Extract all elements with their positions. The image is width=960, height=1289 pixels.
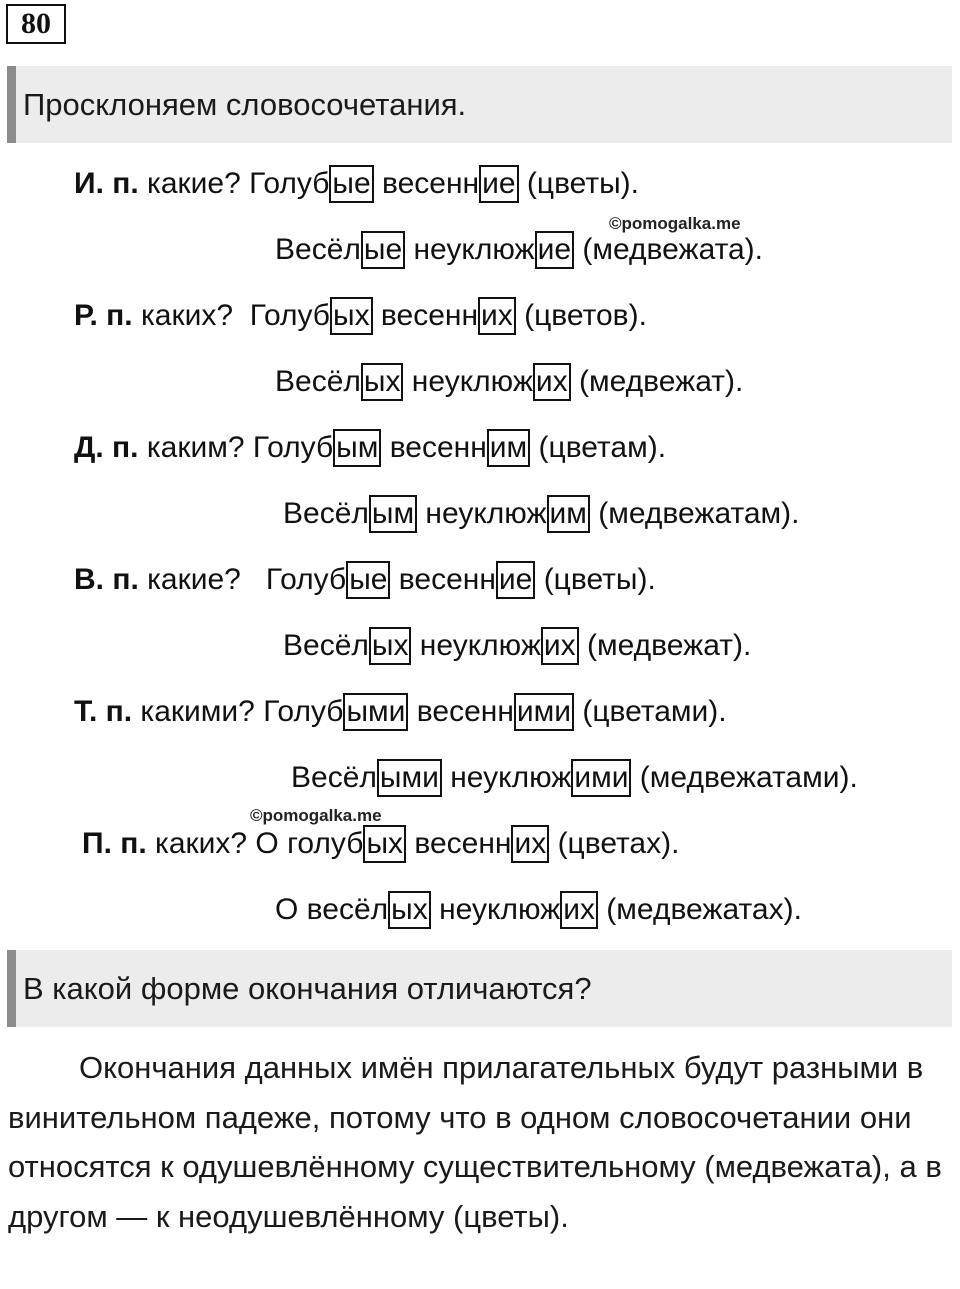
ending-box: ие <box>479 165 518 203</box>
word-stem: Весёл <box>291 761 377 794</box>
word-stem: Голуб <box>249 167 330 200</box>
noun: (медвежата). <box>582 233 764 266</box>
word-stem: Голуб <box>263 695 344 728</box>
ending-box: ые <box>346 561 390 599</box>
noun: (медвежат). <box>587 629 752 662</box>
ending-box: их <box>533 363 571 401</box>
ending-box: ых <box>361 363 404 401</box>
case-question: каким? <box>146 431 245 464</box>
word-stem: неуклюж <box>439 893 561 926</box>
ending-box: ых <box>369 627 412 665</box>
ending-box: ые <box>361 231 405 269</box>
case-question: какие? <box>147 563 241 596</box>
ending-box: ым <box>369 495 417 533</box>
case-row-dative-2 <box>283 494 800 534</box>
section-header-decline <box>7 66 952 143</box>
word-stem: весенн <box>380 299 479 332</box>
word-stem: Весёл <box>283 629 369 662</box>
noun: (медвежатами). <box>639 761 858 794</box>
word-stem: О голуб <box>255 827 364 860</box>
noun: (медвежатам). <box>598 497 800 530</box>
word-stem: весенн <box>414 827 512 860</box>
case-row-dative-1 <box>74 428 666 468</box>
case-label: Р. п. <box>74 299 133 332</box>
ending-box: ыми <box>343 693 408 731</box>
word-stem: О весёл <box>275 893 389 926</box>
case-row-accusative-2 <box>283 626 751 666</box>
case-label: Т. п. <box>74 695 133 728</box>
case-row-prepositional-1 <box>82 824 679 864</box>
ending-box: ие <box>496 561 535 599</box>
word-stem: весенн <box>398 563 496 596</box>
ending-box: им <box>487 429 530 467</box>
watermark: ©pomogalka.me <box>609 214 741 233</box>
case-row-prepositional-2 <box>275 890 802 930</box>
word-stem: неуклюж <box>425 497 547 530</box>
word-stem: весенн <box>389 431 487 464</box>
ending-box: их <box>541 627 579 665</box>
case-label: Д. п. <box>74 431 139 464</box>
word-stem: весенн <box>382 167 480 200</box>
case-question: каких? <box>140 299 234 332</box>
ending-box: их <box>511 825 549 863</box>
section-title: В какой форме окончания отличаются? <box>23 971 592 1006</box>
word-stem: Весёл <box>275 365 361 398</box>
case-question: каких? <box>155 827 248 860</box>
ending-box: ими <box>514 693 574 731</box>
case-row-instrumental-2 <box>291 758 858 798</box>
section-header-question <box>7 950 952 1027</box>
case-question: какие? <box>147 167 241 200</box>
case-row-nominative-1 <box>74 164 639 204</box>
word-stem: Голуб <box>252 431 334 464</box>
ending-box: ыми <box>377 759 442 797</box>
case-row-instrumental-1 <box>74 692 727 732</box>
watermark: ©pomogalka.me <box>250 806 382 825</box>
noun: (цветы). <box>526 167 639 200</box>
word-stem: неуклюж <box>419 629 541 662</box>
task-number: 80 <box>6 4 66 44</box>
ending-box: ими <box>571 759 631 797</box>
noun: (цветами). <box>582 695 727 728</box>
case-row-genitive-2 <box>275 362 743 402</box>
noun: (цветы). <box>543 563 656 596</box>
word-stem: весенн <box>416 695 514 728</box>
case-label: И. п. <box>74 167 139 200</box>
ending-box: их <box>560 891 598 929</box>
noun: (медвежатах). <box>606 893 802 926</box>
answer-paragraph: Окончания данных имён прилагательных будут разными в винительном падеже, потому что в одном словосочетании они относятся к одушевлённому существительному (медвежата), а в другом — к неодушевлённому (цветы). <box>8 1050 942 1234</box>
word-stem: Весёл <box>275 233 361 266</box>
word-stem: неуклюж <box>413 233 535 266</box>
ending-box: ым <box>333 429 381 467</box>
word-stem: Голуб <box>249 299 330 332</box>
word-stem: неуклюж <box>450 761 572 794</box>
word-stem: неуклюж <box>411 365 533 398</box>
ending-box: ых <box>363 825 406 863</box>
noun: (цветах). <box>557 827 680 860</box>
case-label: П. п. <box>82 827 147 860</box>
noun: (медвежат). <box>579 365 744 398</box>
word-stem: Голуб <box>265 563 347 596</box>
case-row-nominative-2 <box>275 230 763 270</box>
ending-box: их <box>478 297 516 335</box>
ending-box: ых <box>330 297 373 335</box>
ending-box: ые <box>329 165 373 203</box>
noun: (цветов). <box>524 299 647 332</box>
ending-box: ых <box>388 891 431 929</box>
noun: (цветам). <box>538 431 667 464</box>
section-title: Просклоняем словосочетания. <box>23 87 467 122</box>
ending-box: ие <box>535 231 574 269</box>
case-label: В. п. <box>74 563 139 596</box>
ending-box: им <box>547 495 590 533</box>
case-question: какими? <box>140 695 255 728</box>
case-row-genitive-1 <box>74 296 647 336</box>
word-stem: Весёл <box>283 497 369 530</box>
case-row-accusative-1 <box>74 560 656 600</box>
